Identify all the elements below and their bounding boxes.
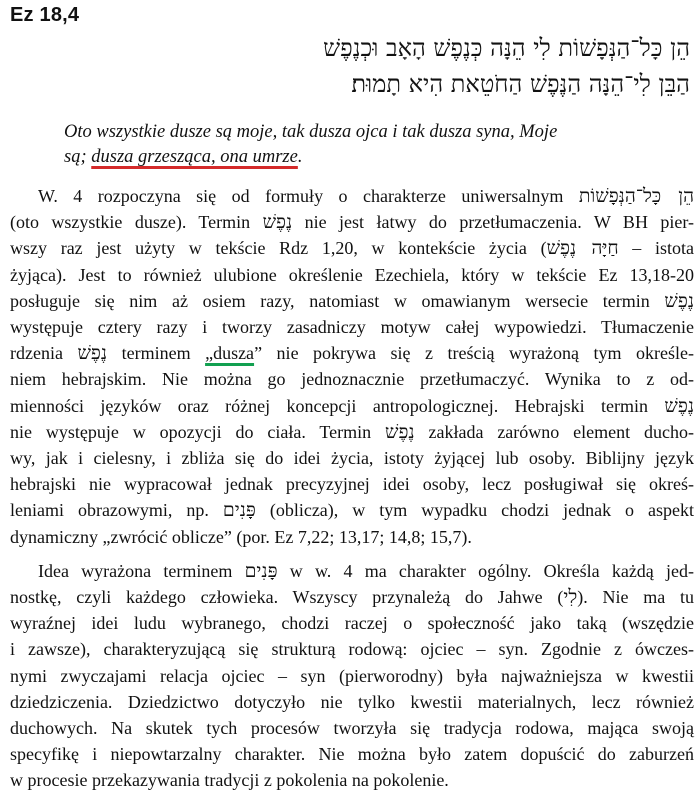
- translation-text: .: [297, 147, 303, 167]
- hebrew-term: פָּנִים: [222, 499, 256, 522]
- paragraph-2-line: duchowych. Na skutek tych procesów tworzyła się tradycja rodowa, mająca swoją: [10, 718, 694, 739]
- text: – istota: [618, 238, 694, 259]
- paragraph-1-line: wy, jak i cielesny, i zbliża się do idei życia, istoty żyjącej lub osoby. Biblijny język: [10, 448, 694, 469]
- paragraph-2-line: specyfikę i niepowtarzalny charakter. Nie można było zatem dopuścić do zaburzeń: [10, 744, 694, 765]
- text: Idea wyrażona terminem: [38, 560, 245, 581]
- text: wszy raz jest użyty w tekście Rdz 1,20, w kontekście życia (: [10, 238, 547, 259]
- paragraph-2-line: wyraźnej idei ludu wybranego, chodzi raczej o społeczność jako taką (wszędzie: [10, 613, 694, 634]
- paragraph-1-line: niem hebrajskim. Nie można go jednoznacznie przetłumaczyć. Wynika to z od-: [10, 369, 694, 390]
- verse-reference: Ez 18,4: [10, 4, 80, 26]
- translation-line-1: Oto wszystkie dusze są moje, tak dusza ojca i tak dusza syna, Moje: [64, 122, 558, 142]
- paragraph-1-line: występuje cztery razy i tworzy zasadniczy motyw całej wypowiedzi. Tłumaczenie: [10, 317, 694, 338]
- hebrew-verse-line-2: הַבֵּן לִי־הֵנָּה הַנֶּפֶשׁ הַחֹטֵאת הִיא תָמוּת׃: [351, 70, 690, 98]
- text: nie występuje w opozycji do ciała. Termin: [10, 421, 385, 442]
- paragraph-1-line: hebrajski nie wypracował jednak precyzyjnej idei osoby, lecz posługiwał się okreś-: [10, 474, 694, 495]
- hebrew-term: נֶפֶשׁ: [262, 211, 293, 234]
- hebrew-term: נֶפֶשׁ: [77, 342, 108, 365]
- paragraph-2-line: w procesie przekazywania tradycji z pokolenia na pokolenie.: [10, 770, 449, 791]
- text: (oto wszystkie dusze). Termin: [10, 212, 263, 233]
- text: ). Nie ma tu: [577, 587, 694, 608]
- text: mienności języków oraz różnej koncepcji antropologicznej. Hebrajski termin: [10, 395, 665, 416]
- hebrew-term: פָּנִים: [244, 559, 278, 582]
- hebrew-term: חַיָּה נֶפֶשׁ: [546, 237, 619, 260]
- text: (oblicza), w tym wypadku chodzi jednak o aspekt: [255, 500, 694, 521]
- paragraph-1-line: [10, 288, 694, 314]
- hebrew-verse-line-1: הֵן כָּל־הַנְּפָשׁוֹת לִי הֵנָּה כְּנֶפֶשׁ הָאָב וּכְנֶפֶשׁ: [323, 34, 690, 62]
- paragraph-2-line: [10, 558, 694, 584]
- paragraph-1-line: [10, 183, 694, 209]
- paragraph-1-line: [10, 393, 694, 419]
- translation-text: są;: [64, 147, 92, 167]
- text: zakłada zarówno element ducho-: [414, 421, 695, 442]
- paragraph-1-line: [10, 340, 694, 366]
- paragraph-1-line: [10, 497, 694, 523]
- commentary-body: [10, 183, 694, 794]
- paragraph-2-line: i zawsze), charakteryzującą się strukturą rodową: ojciec – syn. Zgodnie z ówczes-: [10, 639, 694, 660]
- text: rdzenia: [10, 343, 78, 364]
- text: nostkę, czyli każdego człowieka. Wszyscy przynależą do Jahwe (: [10, 587, 564, 608]
- paragraph-1-line: [10, 235, 694, 261]
- paragraph-2-line: [10, 584, 694, 610]
- highlight-red-underline: dusza grzesząca, ona umrze: [91, 147, 298, 167]
- paragraph-gap: [10, 550, 694, 558]
- paragraph-1-line: [10, 419, 694, 445]
- translation-line-2: [64, 145, 684, 170]
- hebrew-term: לִי: [563, 586, 578, 609]
- hebrew-term: נֶפֶשׁ: [664, 289, 694, 312]
- text: leniami obrazowymi, np.: [10, 500, 223, 521]
- hebrew-term: נֶפֶשׁ: [664, 394, 694, 417]
- paragraph-2-line: dziedziczenia. Dziedzictwo dotyczyło nie tylko kwestii materialnych, lecz również: [10, 691, 694, 712]
- text: posługuje się nim aż osiem razy, natomiast w omawianym wersecie termin: [10, 290, 665, 311]
- text: terminem: [107, 343, 206, 364]
- paragraph-1-line: dynamiczny „zwrócić oblicze” (por. Ez 7,22; 13,17; 14,8; 15,7).: [10, 526, 472, 547]
- hebrew-term: נֶפֶשׁ: [385, 420, 415, 443]
- paragraph-1-line: żyjąca). Jest to również ulubione określenie Ezechiela, który w tekście Ez 13,18-20: [10, 264, 694, 285]
- text: W. 4 rozpoczyna się od formuły o charakterze uniwersalnym: [38, 186, 579, 206]
- paragraph-1-line: [10, 209, 694, 235]
- highlight-green-underline: „dusza: [205, 343, 255, 364]
- verse-translation: [64, 120, 684, 170]
- paragraph-2-line: nymi zwyczajami relacja ojciec – syn (pierworodny) była najważniejsza w kwestii: [10, 665, 694, 686]
- text: nie jest łatwy do przetłumaczenia. W BH pier-: [292, 212, 694, 233]
- hebrew-term: הֵן כָּל־הַנְּפָשׁוֹת: [578, 185, 694, 207]
- text: ” nie pokrywa się z treścią wyrażoną tym określe-: [254, 343, 694, 364]
- text: w w. 4 ma charakter ogólny. Określa każdą jed-: [277, 560, 694, 581]
